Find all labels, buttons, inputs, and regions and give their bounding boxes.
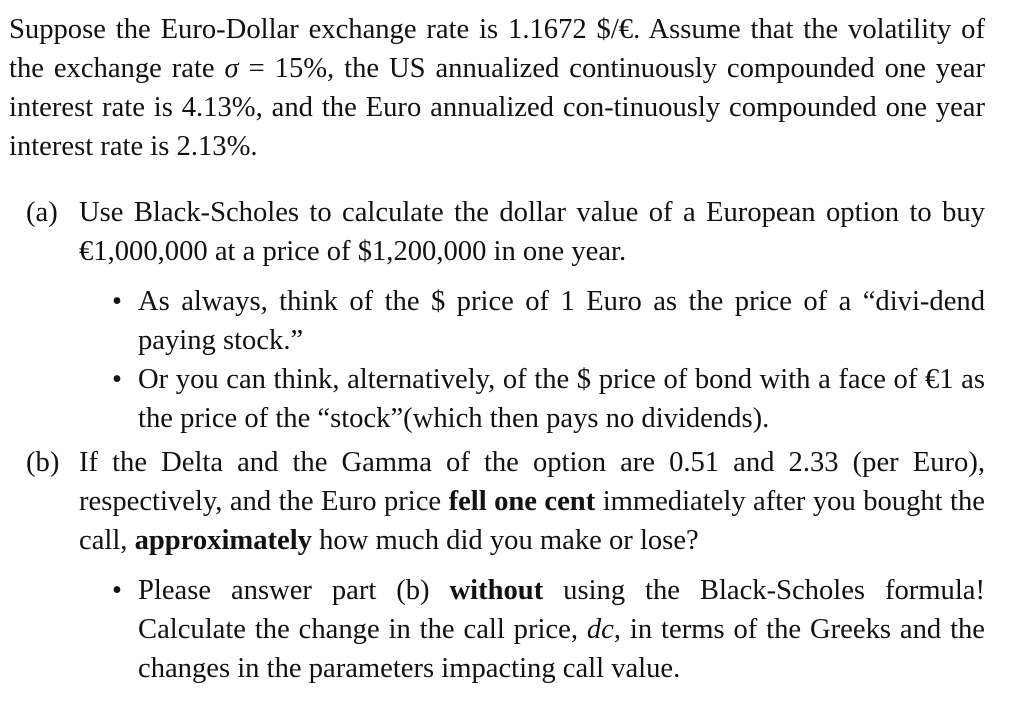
part-b-text-1: If the Delta and the Gamma of the option are 0.51 and 2.33 (per Euro), respectively, and the Euro price bbox=[79, 447, 985, 517]
intro-text-1: Suppose the Euro-Dollar exchange rate is 1.1672 $/€. Assume that the volatility of the exchange rate bbox=[9, 14, 985, 84]
part-b-emphasis-approximately: approximately bbox=[134, 525, 312, 556]
part-a-bullets bbox=[79, 282, 985, 438]
part-a-label: (a) bbox=[26, 197, 58, 228]
part-a bbox=[9, 193, 985, 438]
list-item bbox=[79, 282, 985, 360]
intro-text-2: = 15%, the US annualized continuously compounded one year interest rate is 4.13%, and the Euro annualized con-tinuously compounded one year interest rate is 2.13%. bbox=[9, 53, 985, 162]
part-a-bullet-1-text: As always, think of the $ price of 1 Euro as the price of a “divi-dend paying stock.” bbox=[138, 286, 985, 356]
part-b-text bbox=[79, 443, 985, 560]
part-b-emphasis-fell-one-cent: fell one cent bbox=[448, 486, 596, 517]
problem-intro bbox=[9, 0, 985, 166]
part-b-bullet-text-5: , in terms of the Greeks and the changes in the parameters impacting call value. bbox=[138, 614, 985, 684]
part-b-bullet-text bbox=[138, 575, 985, 684]
sigma-symbol: σ bbox=[224, 53, 239, 84]
part-b-text-3: immediately after you bought the call, bbox=[79, 486, 985, 556]
bullet-icon: • bbox=[112, 286, 123, 317]
bullet-icon: • bbox=[112, 575, 123, 606]
list-item bbox=[79, 571, 985, 688]
bullet-icon: • bbox=[112, 364, 123, 395]
part-b-bullet-text-1: Please answer part (b) bbox=[138, 575, 450, 606]
part-b-bullet-text-3: using the Black-Scholes formula! Calculate the change in the call price, bbox=[138, 575, 985, 645]
list-item bbox=[79, 360, 985, 438]
part-b-text-5: how much did you make or lose? bbox=[311, 525, 699, 556]
part-a-text: Use Black-Scholes to calculate the dollar value of a European option to buy €1,000,000 at a price of $1,200,000 in one year. bbox=[79, 197, 985, 267]
part-a-bullet-2-text: Or you can think, alternatively, of the $ price of bond with a face of €1 as the price of the “stock”(which then pays no dividends). bbox=[138, 364, 985, 434]
problem-document bbox=[9, 0, 985, 688]
part-b-bullets bbox=[79, 571, 985, 688]
dc-symbol: dc bbox=[586, 614, 614, 645]
part-b-label: (b) bbox=[26, 447, 60, 478]
part-b bbox=[9, 443, 985, 688]
part-b-emphasis-without: without bbox=[449, 575, 544, 606]
